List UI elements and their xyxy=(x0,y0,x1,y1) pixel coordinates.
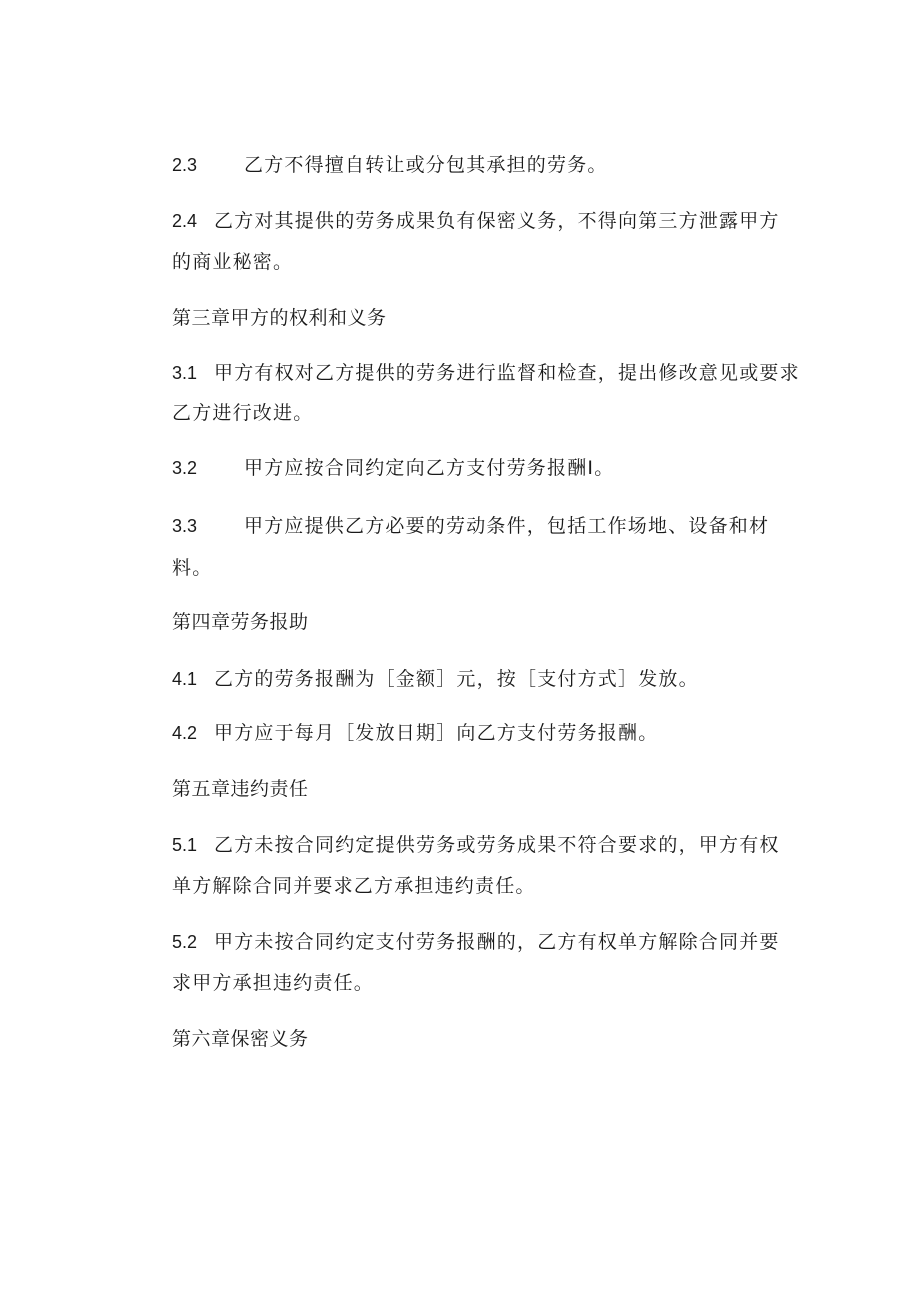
clause-2-4 xyxy=(172,209,780,233)
clause-text: 乙方未按合同约定提供劳务或劳务成果不符合要求的，甲方有权 xyxy=(214,834,780,856)
clause-text: 甲方应提供乙方必要的劳动条件，包括工作场地、设备和材 xyxy=(244,515,770,537)
clause-3-2 xyxy=(172,456,614,480)
clause-4-2 xyxy=(172,721,658,745)
clause-number: 2.4 xyxy=(172,211,198,231)
chapter-heading: 第六章保密义务 xyxy=(172,1028,309,1050)
clause-5-2-continuation: 求甲方承担违约责任。 xyxy=(172,972,375,994)
clause-5-2 xyxy=(172,930,780,954)
clause-3-1-continuation: 乙方进行改进。 xyxy=(172,402,314,424)
clause-text: 乙方对其提供的劳务成果负有保密义务，不得向第三方泄露甲方 xyxy=(214,210,780,232)
clause-2-3 xyxy=(172,153,608,177)
clause-number: 5.1 xyxy=(172,835,198,855)
clause-5-1 xyxy=(172,833,780,857)
clause-number: 4.2 xyxy=(172,723,198,743)
clause-number: 3.1 xyxy=(172,363,198,383)
clause-text: 甲方应于每月［发放日期］向乙方支付劳务报酬。 xyxy=(214,722,659,744)
chapter-heading: 第四章劳务报助 xyxy=(172,611,309,633)
clause-text: 甲方应按合同约定向乙方支付劳务报酬I。 xyxy=(244,457,615,479)
chapter-heading: 第三章甲方的权利和义务 xyxy=(172,307,387,329)
clause-number: 4.1 xyxy=(172,669,198,689)
clause-text: 乙方不得擅自转让或分包其承担的劳务。 xyxy=(244,154,608,176)
clause-3-3-continuation: 料。 xyxy=(172,557,213,579)
clause-3-3 xyxy=(172,514,769,538)
clause-text: 甲方未按合同约定支付劳务报酬的，乙方有权单方解除合同并要 xyxy=(214,931,780,953)
clause-number: 3.2 xyxy=(172,458,198,478)
clause-4-1 xyxy=(172,667,699,691)
clause-number: 2.3 xyxy=(172,155,198,175)
clause-number: 3.3 xyxy=(172,516,198,536)
clause-text: 甲方有权对乙方提供的劳务进行监督和检查，提出修改意见或要求 xyxy=(214,362,800,384)
chapter-heading: 第五章违约责任 xyxy=(172,778,309,800)
clause-number: 5.2 xyxy=(172,932,198,952)
clause-2-4-continuation: 的商业秘密。 xyxy=(172,251,294,273)
clause-text: 乙方的劳务报酬为［金额］元，按［支付方式］发放。 xyxy=(214,668,699,690)
clause-3-1 xyxy=(172,361,800,385)
clause-5-1-continuation: 单方解除合同并要求乙方承担违约责任。 xyxy=(172,875,536,897)
